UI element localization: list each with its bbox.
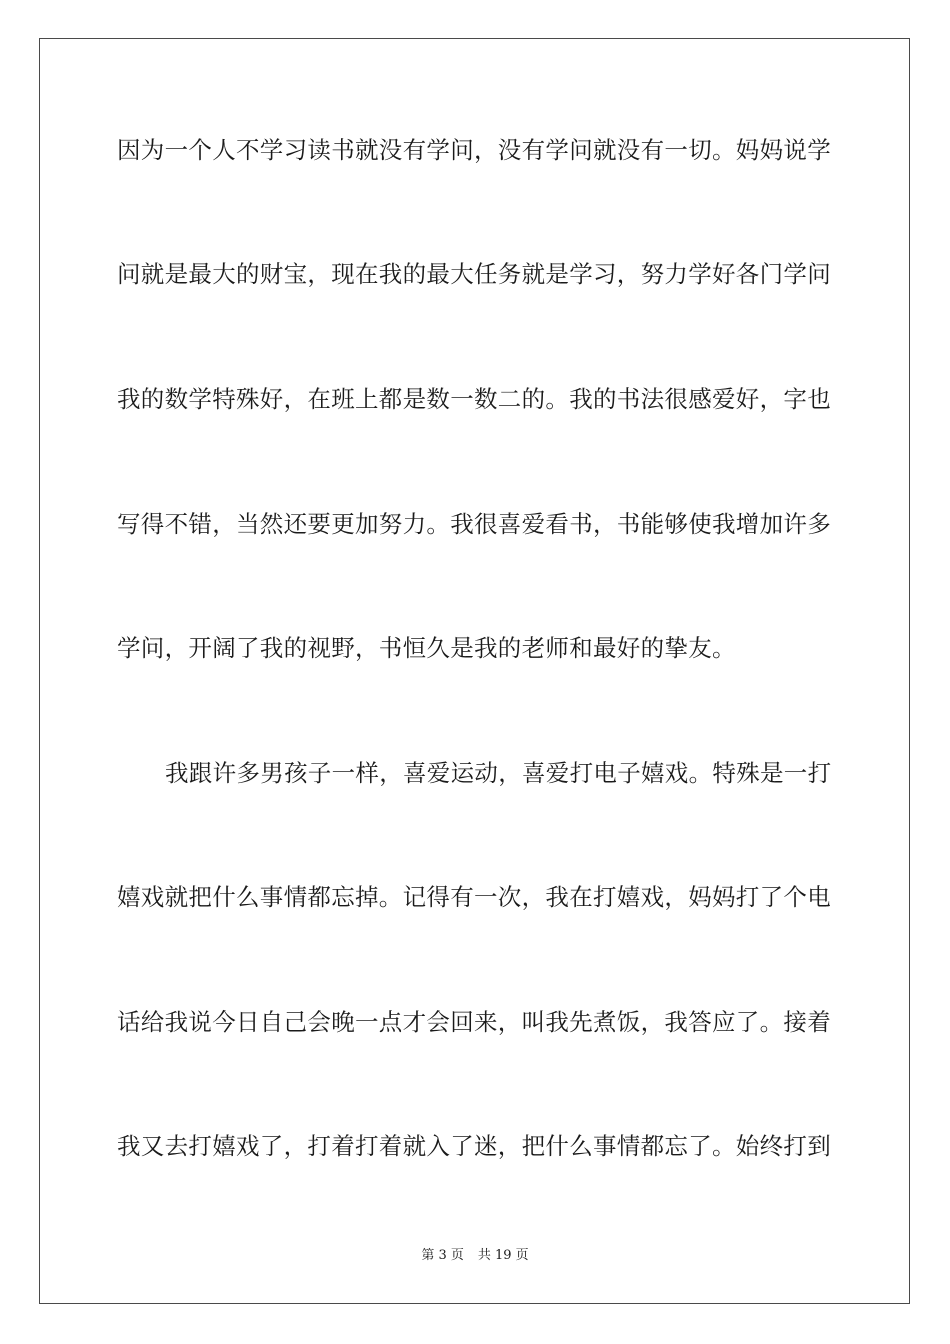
paragraph-line: 我又去打嬉戏了，打着打着就入了迷，把什么事情都忘了。始终打到 <box>117 1132 831 1160</box>
total-pages: 共 19 页 <box>477 1248 529 1263</box>
paragraph-line: 写得不错，当然还要更加努力。我很喜爱看书，书能够使我增加许多 <box>117 510 831 538</box>
page-border <box>39 38 910 1304</box>
paragraph-line: 我跟许多男孩子一样，喜爱运动，喜爱打电子嬉戏。特殊是一打 <box>165 759 832 787</box>
paragraph-line: 我的数学特殊好，在班上都是数一数二的。我的书法很感爱好，字也 <box>117 385 831 413</box>
paragraph-line: 话给我说今日自己会晚一点才会回来，叫我先煮饭，我答应了。接着 <box>117 1008 831 1036</box>
paragraph-line: 问就是最大的财宝，现在我的最大任务就是学习，努力学好各门学问 <box>117 260 831 288</box>
paragraph-line: 因为一个人不学习读书就没有学问，没有学问就没有一切。妈妈说学 <box>117 136 831 164</box>
paragraph-line: 嬉戏就把什么事情都忘掉。记得有一次，我在打嬉戏，妈妈打了个电 <box>117 883 831 911</box>
page-number: 第 3 页 <box>421 1248 464 1263</box>
page-footer <box>0 1247 950 1265</box>
paragraph-line: 学问，开阔了我的视野，书恒久是我的老师和最好的挚友。 <box>117 634 736 662</box>
